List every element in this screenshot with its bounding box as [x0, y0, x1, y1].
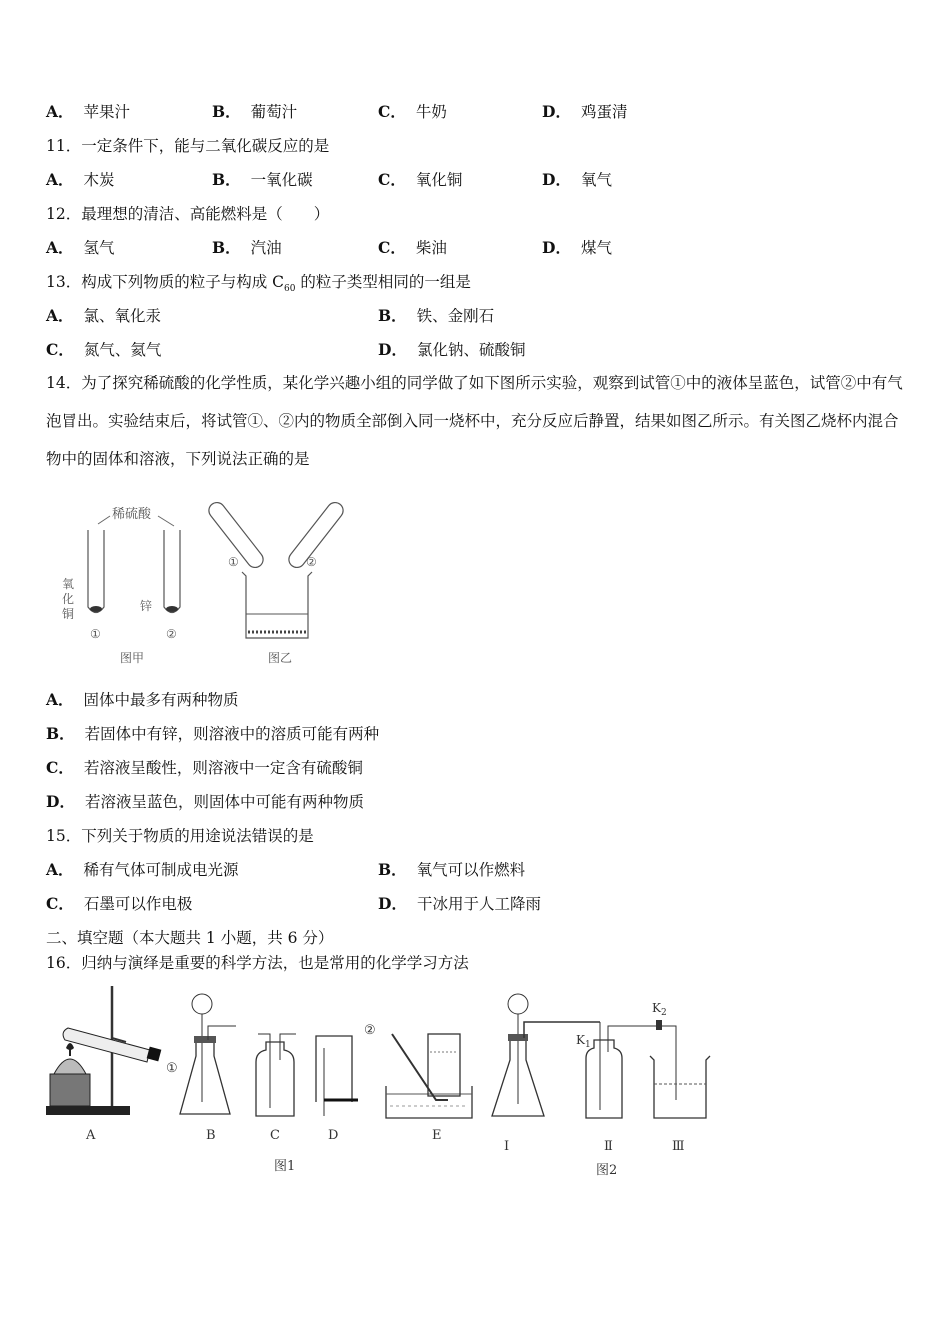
q14-zinc-label: 锌	[140, 599, 153, 613]
q13-option-d: D． 氯化钠、硫酸铜	[378, 340, 526, 359]
apparatus-c	[256, 1034, 296, 1143]
q16-caption-2: 图2	[596, 1163, 618, 1178]
apparatus-b-stopper	[194, 1036, 216, 1043]
q13-option-c: C． 氮气、氦气	[46, 340, 162, 359]
q13-option-b: B． 铁、金刚石	[378, 306, 495, 325]
q14-beaker	[242, 572, 312, 638]
apparatus-b-funnel-bulb	[192, 994, 212, 1014]
q16-caption-1: 图1	[274, 1159, 296, 1174]
q14-copper-oxide	[90, 606, 102, 612]
q14-option-a: A． 固体中最多有两种物质	[46, 690, 239, 709]
apparatus-c-bottle	[256, 1042, 294, 1116]
q14-figure	[56, 492, 356, 672]
apparatus-c-tube-1	[258, 1034, 270, 1108]
q14-tube1-label: ①	[90, 627, 101, 641]
apparatus-a-test-tube	[63, 1028, 150, 1062]
section-2-title: 二、填空题（本大题共 1 小题，共 6 分）	[46, 929, 334, 947]
apparatus-c-label: C	[270, 1128, 280, 1143]
q11-option-b: B． 一氧化碳	[212, 170, 313, 189]
apparatus-ii	[576, 1022, 676, 1154]
q12-stem: 12．最理想的清洁、高能燃料是（ ）	[46, 205, 330, 223]
q14-copper-oxide-label-3: 铜	[62, 607, 75, 621]
apparatus-d	[316, 1036, 358, 1143]
q10-option-a: A． 苹果汁	[46, 102, 131, 121]
apparatus-a-flame	[66, 1043, 74, 1050]
apparatus-ii-bottle	[586, 1040, 622, 1118]
apparatus-d-label: D	[328, 1128, 339, 1143]
q14-option-d: D． 若溶液呈蓝色，则固体中可能有两种物质	[46, 792, 364, 811]
q11-option-d: D． 氧气	[542, 170, 612, 189]
q15-option-a: A． 稀有气体可制成电光源	[46, 860, 239, 879]
q10-option-d: D． 鸡蛋清	[542, 102, 628, 121]
apparatus-b-label-1: ①	[166, 1061, 178, 1076]
apparatus-e-collecting-jar	[428, 1034, 460, 1096]
q14-stem: 14．为了探究稀硫酸的化学性质，某化学兴趣小组的同学做了如下图所示实验，观察到试管①中的液体呈蓝色，试管②中有气泡冒出。实验结束后，将试管①、②内的物质全部倒入同一烧杯中，充分反应后静置，结果如图乙所示。有关图乙烧杯内混合物中的固体和溶液，下列说法正确的是	[46, 374, 903, 468]
apparatus-i-stopper	[508, 1034, 528, 1041]
q14-pour-label-2: ②	[306, 555, 317, 569]
apparatus-b-label: B	[206, 1128, 216, 1143]
q14-pour-label-1: ①	[228, 555, 239, 569]
q13-stem: 13．构成下列物质的粒子与构成 $C_{60}$ 的粒子类型相同的一组是	[46, 273, 471, 295]
q12-option-a: A． 氢气	[46, 238, 115, 257]
q14-option-c: C． 若溶液呈酸性，则溶液中一定含有硫酸铜	[46, 758, 363, 777]
apparatus-iii-beaker	[650, 1056, 710, 1118]
q14-option-b: B． 若固体中有锌，则溶液中的溶质可能有两种	[46, 724, 380, 743]
apparatus-a-wood-block	[50, 1074, 90, 1106]
q14-acid-arrow-left	[98, 516, 110, 524]
apparatus-ii-tube-out	[608, 1026, 676, 1100]
apparatus-ii-k1: $K_1$	[576, 1033, 591, 1050]
apparatus-d-jar	[316, 1036, 352, 1102]
apparatus-iii-label: Ⅲ	[672, 1139, 685, 1154]
apparatus-i	[492, 994, 600, 1154]
apparatus-iii-k2: $K_2$	[652, 1001, 667, 1018]
q12-option-c: C． 柴油	[378, 238, 447, 257]
apparatus-c-tube-2	[280, 1034, 296, 1060]
q16-figure	[40, 982, 720, 1182]
q14-test-tube-2	[164, 530, 180, 613]
q14-copper-oxide-label-1: 氧	[62, 577, 75, 591]
apparatus-i-label: Ⅰ	[504, 1139, 510, 1154]
q15-stem: 15．下列关于物质的用途说法错误的是	[46, 827, 314, 845]
apparatus-iii	[650, 1001, 710, 1154]
q15-option-c: C． 石墨可以作电极	[46, 894, 193, 913]
apparatus-b-flask	[180, 1040, 230, 1114]
q14-tube2-label: ②	[166, 627, 177, 641]
q14-caption-a: 图甲	[120, 651, 145, 665]
q12-option-d: D． 煤气	[542, 238, 612, 257]
q11-stem: 11．一定条件下，能与二氧化碳反应的是	[46, 137, 330, 155]
apparatus-e-delivery-tube	[392, 1034, 448, 1100]
q12-option-b: B． 汽油	[212, 238, 282, 257]
apparatus-a-label: A	[86, 1128, 96, 1143]
apparatus-i-delivery-tube	[524, 1022, 600, 1038]
apparatus-a-lamp	[54, 1059, 86, 1074]
q14-acid-label: 稀硫酸	[112, 507, 152, 522]
q13-option-a: A． 氯、氧化汞	[46, 306, 162, 325]
apparatus-b	[166, 994, 236, 1143]
q11-option-a: A． 木炭	[46, 170, 115, 189]
q10-option-b: B． 葡萄汁	[212, 102, 298, 121]
q15-option-b: B． 氧气可以作燃料	[378, 860, 526, 879]
apparatus-e	[364, 1023, 472, 1143]
q14-acid-arrow-right	[158, 516, 174, 526]
apparatus-a	[46, 986, 161, 1143]
apparatus-iii-valve	[656, 1020, 662, 1030]
apparatus-a-stopper	[147, 1047, 162, 1062]
q14-test-tube-1	[88, 530, 104, 613]
apparatus-e-label-2: ②	[364, 1023, 376, 1038]
q14-caption-b: 图乙	[268, 651, 293, 665]
q15-option-d: D． 干冰用于人工降雨	[378, 894, 541, 913]
q14-zinc	[166, 606, 178, 612]
q11-option-c: C． 氧化铜	[378, 170, 463, 189]
apparatus-a-base	[46, 1106, 130, 1115]
apparatus-ii-label: Ⅱ	[604, 1139, 613, 1154]
q16-stem: 16．归纳与演绎是重要的科学方法，也是常用的化学学习方法	[46, 954, 469, 972]
q10-option-c: C． 牛奶	[378, 102, 447, 121]
q14-copper-oxide-label-2: 化	[62, 592, 75, 606]
apparatus-e-label: E	[432, 1128, 442, 1143]
apparatus-i-funnel-bulb	[508, 994, 528, 1014]
